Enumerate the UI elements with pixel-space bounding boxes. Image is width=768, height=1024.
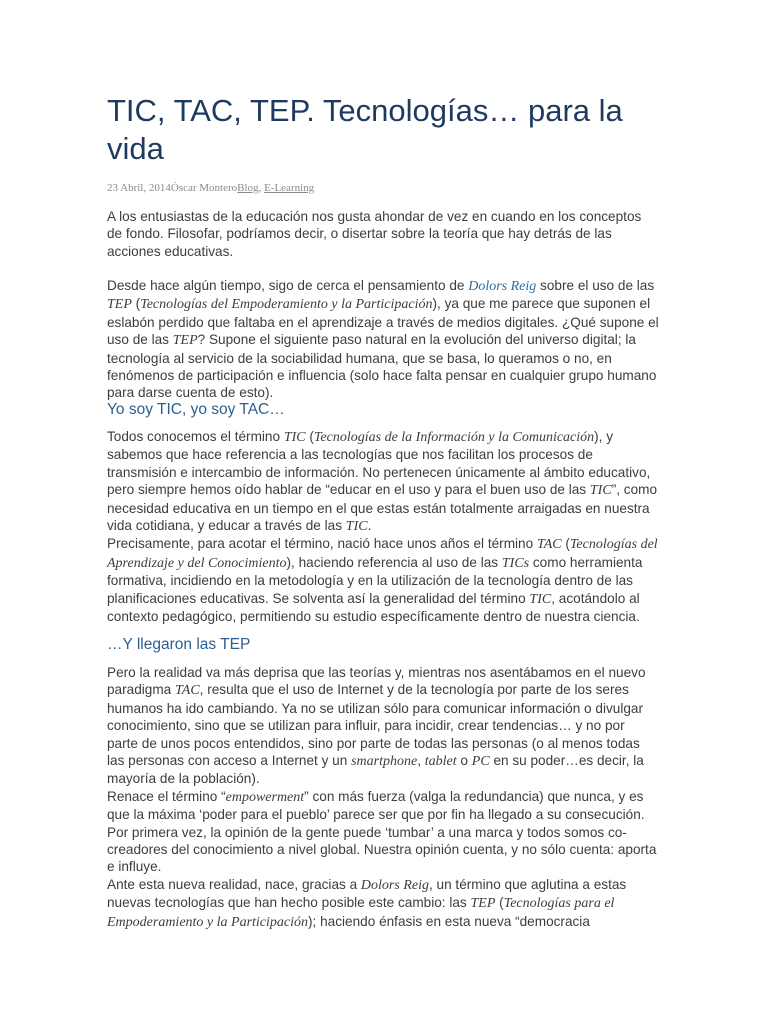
intro-paragraph: A los entusiastas de la educación nos gusta ahondar de vez en cuando en los conceptos de fondo. Filosofar, podríamos decir, o disertar sobre la teoría que hay detrás de las acciones educativas. [107, 209, 642, 259]
post-date: 23 Abril, 2014 [107, 182, 171, 194]
section-heading-tic-tac: Yo soy TIC, yo soy TAC… [107, 401, 285, 418]
author-link[interactable]: Óscar Montero [170, 182, 238, 194]
article-title: TIC, TAC, TEP. Tecnologías… para la vida [107, 93, 623, 166]
article-meta [107, 182, 314, 194]
category-link-blog[interactable]: Blog [237, 182, 259, 194]
category-separator: , [258, 182, 265, 194]
tic-tac-paragraph: Todos conocemos el término TIC (Tecnologías de la Información y la Comunicación), y sabemos que hace referencia a las tecnologías que nos facilitan los procesos de transmisión e intercambio de información. No pertenecen únicamente al ámbito educativo, pero siempre hemos oído hablar de “educar en el uso y para el buen uso de las TIC”, como necesidad educativa en un tiempo en el que estas están totalmente arraigadas en nuestra vida cotidiana, y educar a través de las TIC. Precisamente, para acotar el término, nació hace unos años el término TAC (Tecnologías del Aprendizaje y del Conocimiento), haciendo referencia al uso de las TICs como herramienta formativa, incidiendo en la metodología y en la utilización de la tecnología dentro de las planificaciones educativas. Se solventa así la generalidad del término TIC, acotándolo al contexto pedagógico, permitiendo su estudio específicamente dentro de nuestra ciencia. [107, 429, 658, 625]
section-heading-tep: …Y llegaron las TEP [107, 636, 251, 653]
tep-intro-paragraph: Pero la realidad va más deprisa que las teorías y, mientras nos asentábamos en el nuevo paradigma TAC, resulta que el uso de Internet y de la tecnología por parte de los seres humanos ha ido cambiando. Ya no se utilizan sólo para comunicar información o divulgar conocimiento, sino que se utilizan para influir, para incidir, crear tendencias… y no por parte de unos pocos entendidos, sino por parte de todas las personas (o al menos todas las personas con acceso a Internet y un smartphone, tablet o PC en su poder…es decir, la mayoría de la población). Renace el término “empowerment” con más fuerza (valga la redundancia) que nunca, y es que la máxima ‘poder para el pueblo’ parece ser que por fin ha llegado a su consecución. Por primera vez, la opinión de la gente puede ‘tumbar’ a una marca y todos somos co-creadores del conocimiento a nivel global. Nuestra opinión cuenta, y no sólo cuenta: aporta e influye. Ante esta nueva realidad, nace, gracias a Dolors Reig, un término que aglutina a estas nuevas tecnologías que han hecho posible este cambio: las TEP (Tecnologías para el Empoderamiento y la Participación); haciendo énfasis en esta nueva “democracia [107, 665, 657, 930]
category-link-elearning[interactable]: E-Learning [264, 182, 315, 194]
tep-paragraph: Desde hace algún tiempo, sigo de cerca el pensamiento de Dolors Reig sobre el uso de las TEP (Tecnologías del Empoderamiento y la Participación), ya que me parece que suponen el eslabón perdido que faltaba en el aprendizaje a través de medios digitales. ¿Qué supone el uso de las TEP? Supone el siguiente paso natural en la evolución del universo digital; la tecnología al servicio de la sociabilidad humana, que se basa, lo queramos o no, en fenómenos de participación e influencia (solo hace falta pensar en cualquier grupo humano para darse cuenta de esto). [107, 278, 659, 401]
dolors-reig-link[interactable]: Dolors Reig [468, 279, 537, 294]
